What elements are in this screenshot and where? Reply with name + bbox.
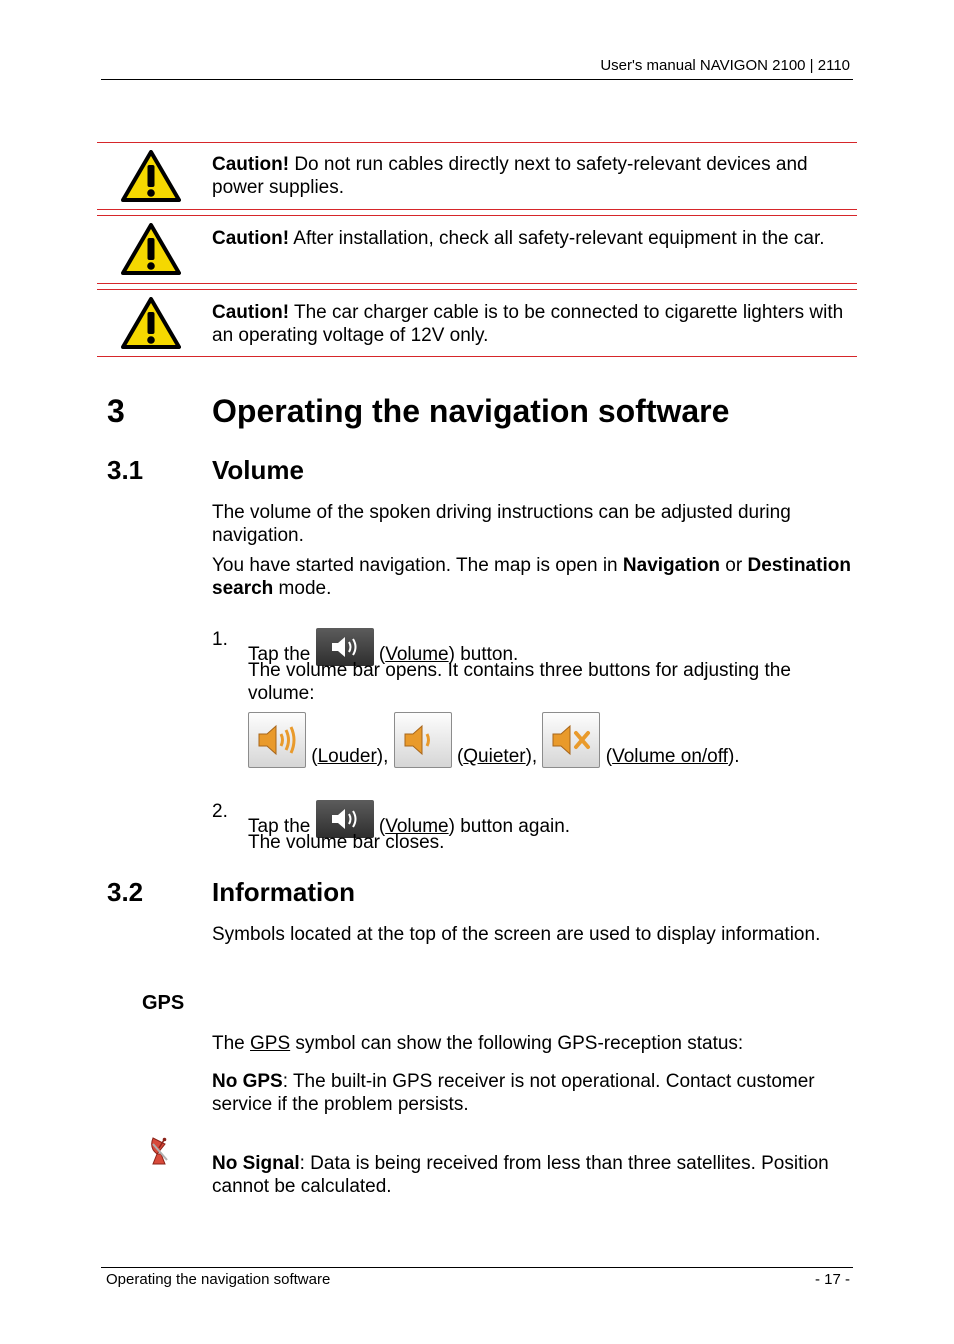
caution-rule — [97, 356, 857, 357]
warning-triangle-icon — [121, 223, 181, 275]
information-intro: Symbols located at the top of the screen are used to display information. — [212, 924, 821, 945]
volume-onoff-link[interactable]: Volume on/off — [612, 746, 728, 767]
louder-link[interactable]: Louder — [317, 746, 377, 767]
step-number: 2. — [212, 801, 228, 822]
footer-rule — [101, 1267, 853, 1268]
caution-rule — [97, 289, 857, 290]
section-number: 3.2 — [107, 877, 144, 907]
warning-triangle-icon — [121, 297, 181, 349]
speaker-louder-icon — [256, 722, 298, 758]
speaker-icon — [330, 634, 362, 660]
satellite-dish-icon — [147, 1134, 173, 1166]
step-2-result: The volume bar closes. — [248, 832, 445, 853]
caution-3: Caution! The car charger cable is to be connected to cigarette lighters with an operating voltage of 12V only. — [212, 302, 844, 346]
volume-intro: The volume of the spoken driving instructions can be adjusted during navigation. — [212, 502, 791, 546]
step-2: Tap the (Volume) button again. — [248, 800, 852, 838]
speaker-quieter-icon — [402, 722, 444, 758]
gps-link[interactable]: GPS — [250, 1033, 291, 1054]
caution-1: Caution! Do not run cables directly next to safety-relevant devices and power supplies. — [212, 154, 808, 198]
footer-chapter: Operating the navigation software — [106, 1271, 331, 1288]
chapter-number: 3 — [107, 393, 125, 429]
step-1: Tap the (Volume) button. — [248, 628, 852, 666]
volume-bar-buttons: (Louder), (Quieter), (Volume on/off). — [248, 712, 852, 768]
section-number: 3.1 — [107, 455, 144, 485]
caution-rule — [97, 142, 857, 143]
no-signal-description: No Signal: Data is being received from less than three satellites. Position cannot be calculated. — [212, 1153, 829, 1197]
caution-2: Caution! After installation, check all safety-relevant equipment in the car. — [212, 228, 825, 249]
step-1-result: The volume bar opens. It contains three buttons for adjusting the volume: — [248, 660, 791, 704]
volume-onoff-button[interactable] — [542, 712, 600, 768]
page-number: - 17 - — [814, 1271, 850, 1288]
section-title: Volume — [212, 455, 304, 485]
volume-precondition: You have started navigation. The map is open in Navigation or Destination search mode. — [212, 555, 851, 599]
header-rule — [101, 79, 853, 80]
quieter-button[interactable] — [394, 712, 452, 768]
louder-button[interactable] — [248, 712, 306, 768]
no-gps-description: No GPS: The built-in GPS receiver is not operational. Contact customer service if the problem persists. — [212, 1071, 815, 1115]
caution-rule — [97, 209, 857, 210]
volume-link[interactable]: Volume — [385, 816, 449, 837]
running-header: User's manual NAVIGON 2100 | 2110 — [600, 57, 850, 74]
speaker-icon — [330, 806, 362, 832]
section-title: Information — [212, 877, 355, 907]
volume-link[interactable]: Volume — [385, 644, 449, 665]
warning-triangle-icon — [121, 150, 181, 202]
speaker-mute-icon — [550, 722, 592, 758]
gps-intro: The GPS symbol can show the following GPS-reception status: — [212, 1033, 744, 1054]
caution-rule — [97, 283, 857, 284]
step-number: 1. — [212, 629, 228, 650]
chapter-title: Operating the navigation software — [212, 393, 730, 429]
quieter-link[interactable]: Quieter — [463, 746, 526, 767]
gps-heading: GPS — [142, 992, 185, 1014]
caution-rule — [97, 215, 857, 216]
